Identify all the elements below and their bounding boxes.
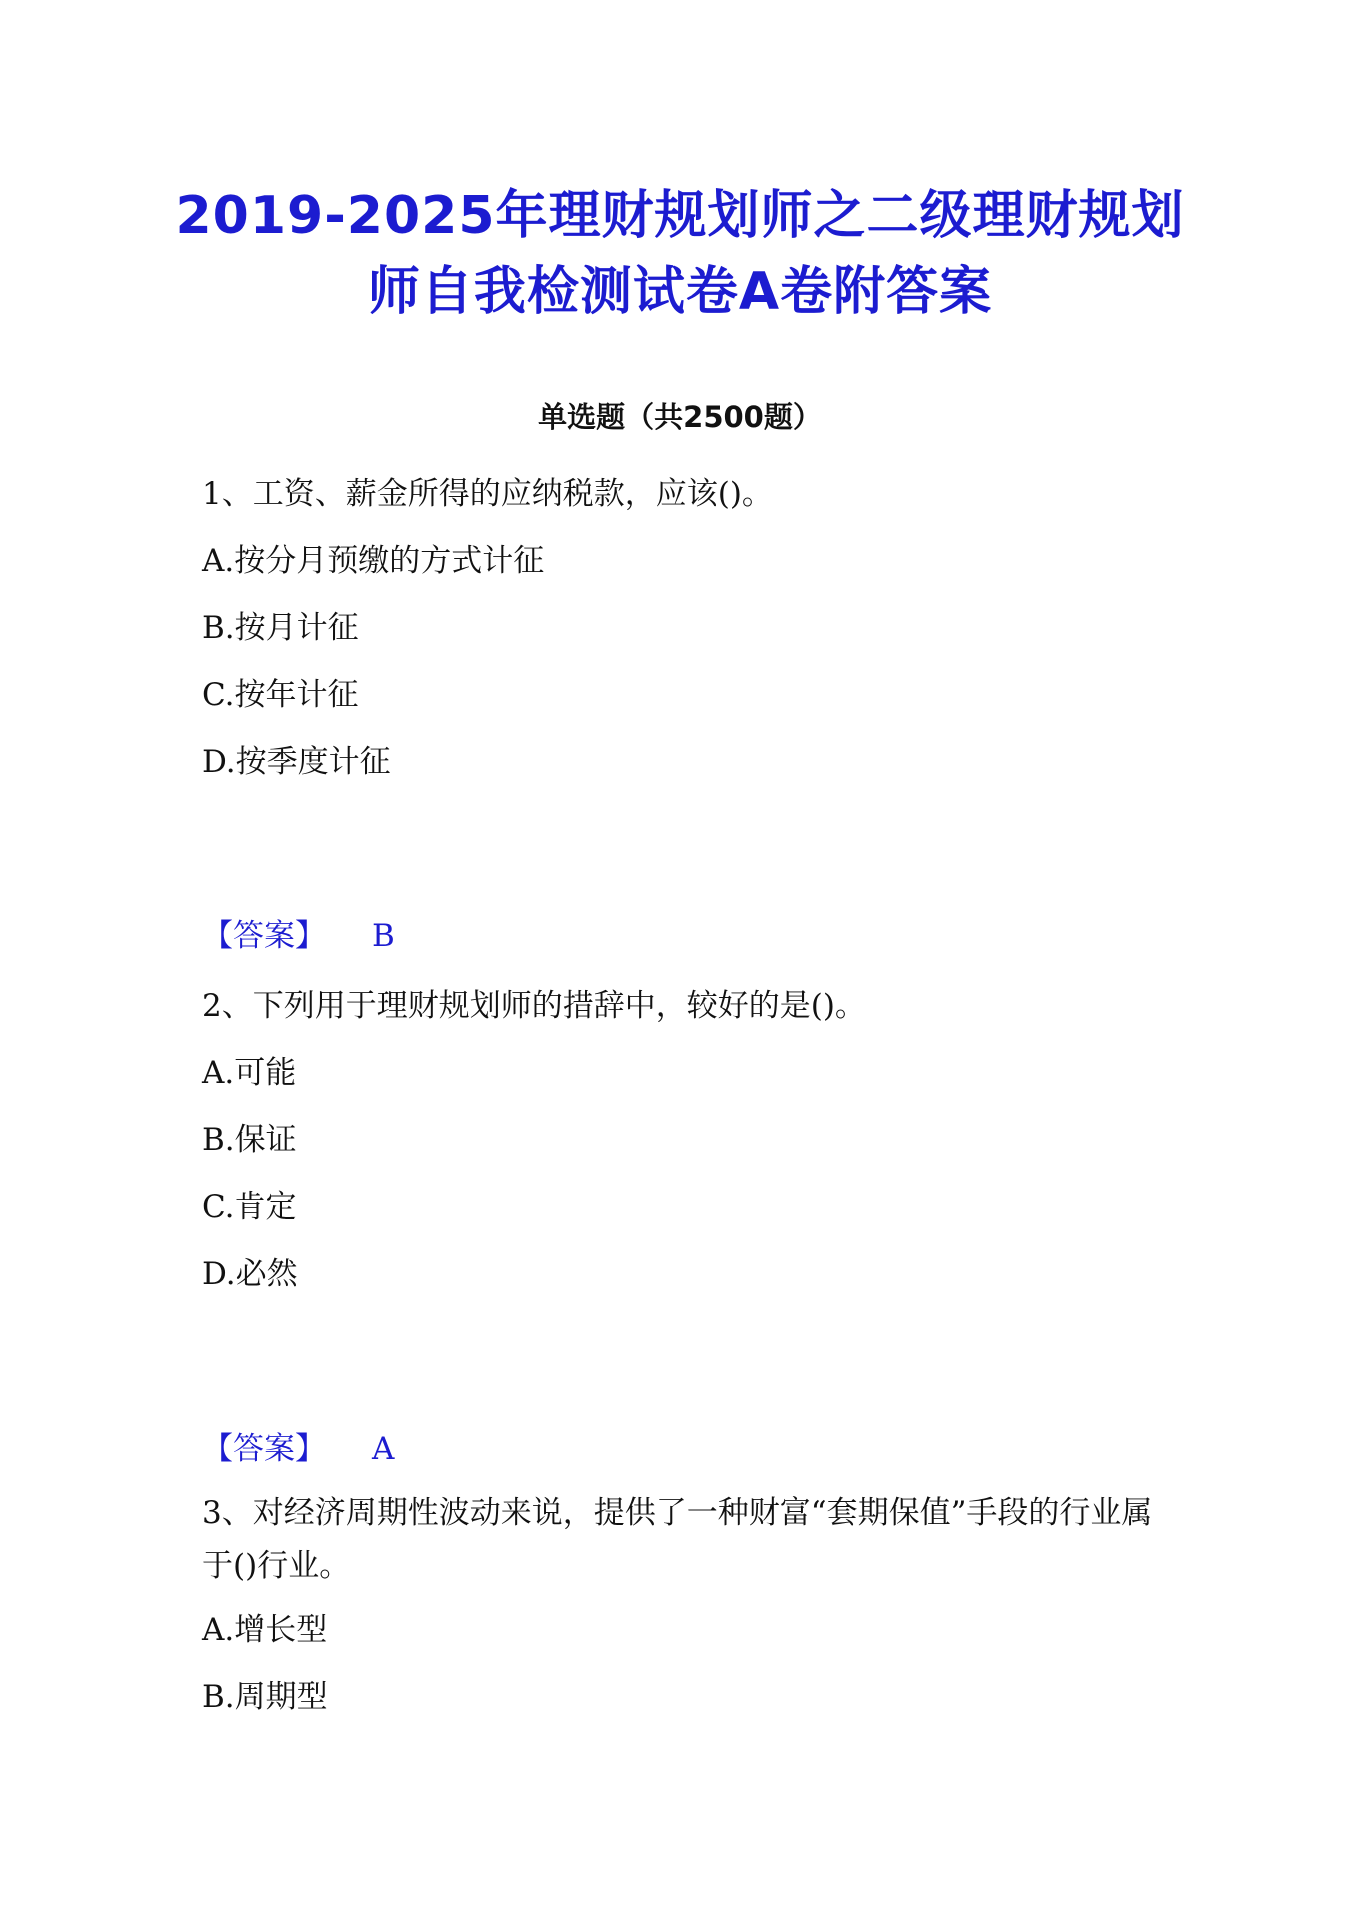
question-1-text: 1、工资、薪金所得的应纳税款，应该()。	[202, 476, 773, 512]
question-3-text: 3、对经济周期性波动来说，提供了一种财富“套期保值”手段的行业属于()行业。	[202, 1495, 1153, 1584]
question-1-option-b: B.按月计征	[202, 610, 359, 646]
question-2-option-a: A.可能	[202, 1055, 297, 1091]
question-1-option-c: C.按年计征	[202, 677, 359, 713]
question-2-option-c: C.肯定	[202, 1189, 297, 1225]
document-title	[150, 178, 1210, 330]
answer-label: 【答案】	[202, 1431, 326, 1467]
answer-value: A	[372, 1431, 395, 1467]
answer-label: 【答案】	[202, 918, 326, 954]
document-title-line-1: 2019-2025年理财规划师之二级理财规划	[175, 186, 1185, 246]
section-heading: 单选题（共2500题）	[538, 400, 822, 434]
document-title-line-2: 师自我检测试卷A卷附答案	[367, 262, 993, 322]
question-2-answer	[202, 1429, 394, 1469]
question-1-option-d: D.按季度计征	[202, 744, 391, 780]
question-3-option-a: A.增长型	[202, 1612, 328, 1648]
question-2-text: 2、下列用于理财规划师的措辞中，较好的是()。	[202, 988, 866, 1024]
question-2-option-d: D.必然	[202, 1256, 298, 1292]
question-3-option-b: B.周期型	[202, 1679, 328, 1715]
answer-value: B	[372, 918, 395, 954]
question-1-answer	[202, 916, 395, 956]
question-1-option-a: A.按分月预缴的方式计征	[202, 543, 545, 579]
question-2-option-b: B.保证	[202, 1122, 297, 1158]
